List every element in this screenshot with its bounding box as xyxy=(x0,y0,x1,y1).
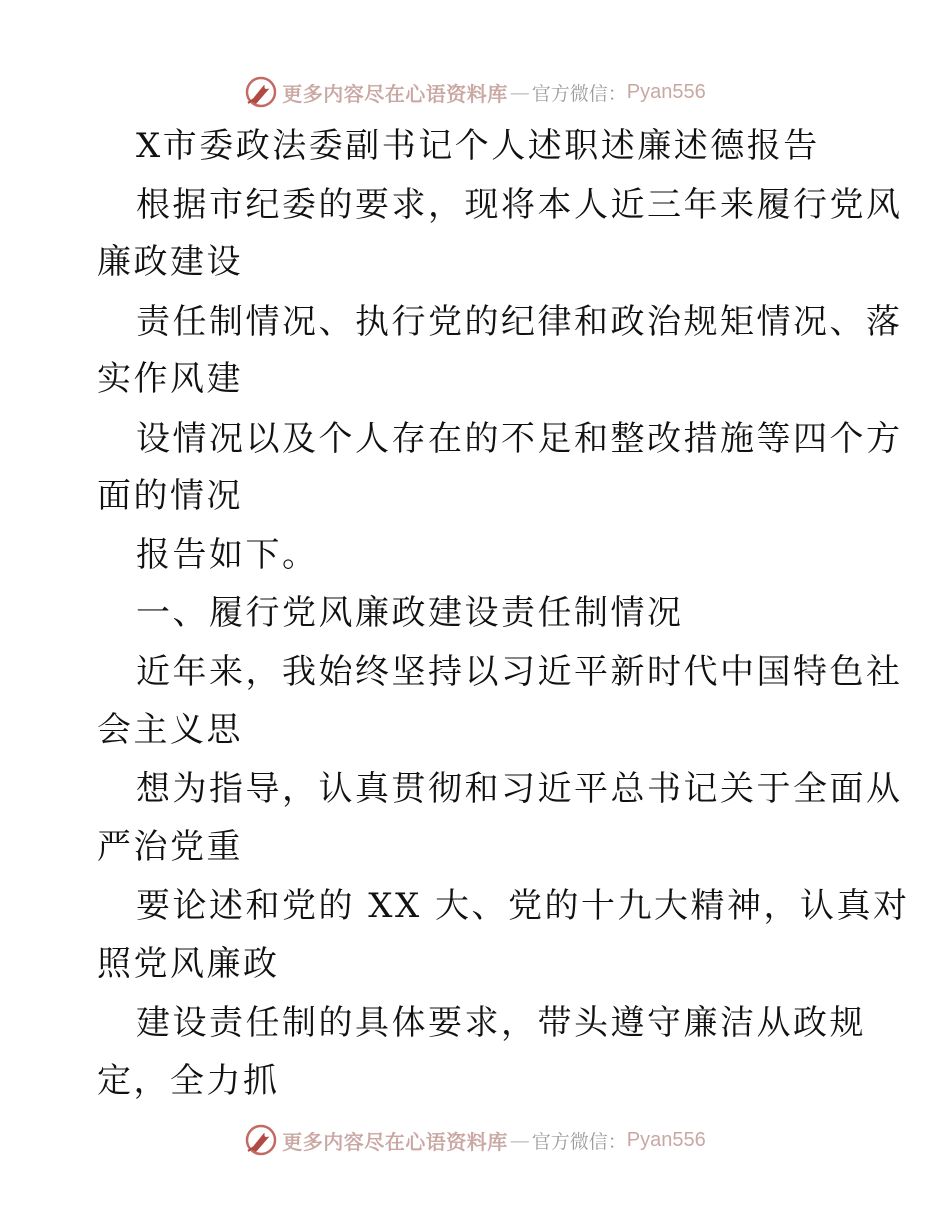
paragraph-line: 实作风建 xyxy=(97,359,243,399)
paragraph-line: 根据市纪委的要求，现将本人近三年来履行党风 xyxy=(136,185,903,225)
paragraph-line: 照党风廉政 xyxy=(97,944,280,984)
watermark-sub-text: 官方微信： xyxy=(531,1130,627,1153)
paragraph-line: 会主义思 xyxy=(97,710,243,750)
watermark-main-text: 更多内容尽在心语资料库 xyxy=(282,81,508,106)
paragraph-line: 面的情况 xyxy=(97,476,243,516)
document-title: X市委政法委副书记个人述职述廉述德报告 xyxy=(136,126,820,166)
watermark-sub-text: 官方微信： xyxy=(531,82,627,105)
section-heading: 一、履行党风廉政建设责任制情况 xyxy=(136,593,684,633)
header-watermark xyxy=(0,72,950,112)
watermark-dash: — xyxy=(509,1128,530,1152)
pen-nib-circle-icon xyxy=(244,1123,278,1157)
paragraph-line: 要论述和党的 XX 大、党的十九大精神，认真对 xyxy=(136,886,910,926)
paragraph-line: 设情况以及个人存在的不足和整改措施等四个方 xyxy=(136,419,903,459)
watermark-main-text: 更多内容尽在心语资料库 xyxy=(282,1129,508,1154)
paragraph-line: 责任制情况、执行党的纪律和政治规矩情况、落 xyxy=(136,302,903,342)
pen-nib-circle-icon xyxy=(244,75,278,109)
watermark-handle: Pyan556 xyxy=(626,80,706,103)
paragraph-line: 建设责任制的具体要求，带头遵守廉洁从政规 xyxy=(136,1003,866,1043)
paragraph-line: 近年来，我始终坚持以习近平新时代中国特色社 xyxy=(136,652,903,692)
paragraph-line: 廉政建设 xyxy=(97,242,243,282)
paragraph-line: 报告如下。 xyxy=(136,535,319,575)
footer-watermark xyxy=(0,1120,950,1160)
watermark-handle: Pyan556 xyxy=(626,1128,706,1151)
paragraph-line: 严治党重 xyxy=(97,827,243,867)
paragraph-line: 定，全力抓 xyxy=(97,1061,280,1101)
watermark-dash: — xyxy=(509,80,530,104)
paragraph-line: 想为指导，认真贯彻和习近平总书记关于全面从 xyxy=(136,769,903,809)
